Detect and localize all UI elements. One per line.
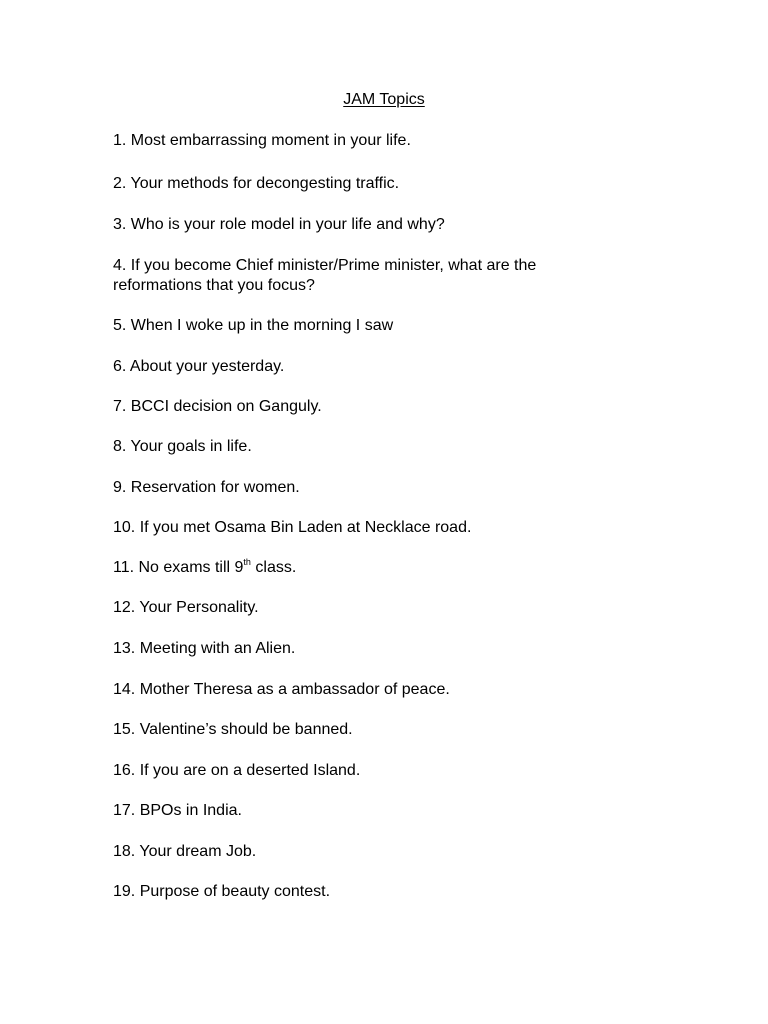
topic-item: 15. Valentine’s should be banned. bbox=[113, 721, 353, 738]
topic-item: 2. Your methods for decongesting traffic. bbox=[113, 175, 400, 192]
topic-item: 5. When I woke up in the morning I saw bbox=[113, 317, 394, 334]
topic-item: 17. BPOs in India. bbox=[113, 802, 242, 819]
topic-item: 12. Your Personality. bbox=[113, 599, 259, 616]
topic-line: 4. If you become Chief minister/Prime minister, what are the bbox=[113, 257, 537, 274]
topic-item bbox=[113, 256, 673, 296]
topic-text: 11. No exams till 9 bbox=[113, 559, 244, 576]
document-title: JAM Topics bbox=[343, 91, 425, 108]
topic-text: class. bbox=[250, 559, 297, 576]
topic-item: 18. Your dream Job. bbox=[113, 843, 257, 860]
topic-item: 1. Most embarrassing moment in your life. bbox=[113, 132, 411, 149]
topic-item bbox=[113, 558, 673, 578]
topic-item: 14. Mother Theresa as a ambassador of peace. bbox=[113, 681, 450, 698]
topic-line: reformations that you focus? bbox=[113, 277, 315, 294]
topic-item: 6. About your yesterday. bbox=[113, 358, 285, 375]
topic-item: 16. If you are on a deserted Island. bbox=[113, 762, 361, 779]
topic-item: 7. BCCI decision on Ganguly. bbox=[113, 398, 322, 415]
topic-item: 3. Who is your role model in your life and why? bbox=[113, 216, 445, 233]
topic-item: 9. Reservation for women. bbox=[113, 479, 300, 496]
topic-item: 19. Purpose of beauty contest. bbox=[113, 883, 331, 900]
ordinal-suffix: th bbox=[243, 556, 251, 567]
topic-item: 8. Your goals in life. bbox=[113, 438, 252, 455]
topic-item: 13. Meeting with an Alien. bbox=[113, 640, 296, 657]
topic-item: 10. If you met Osama Bin Laden at Necklace road. bbox=[113, 519, 472, 536]
